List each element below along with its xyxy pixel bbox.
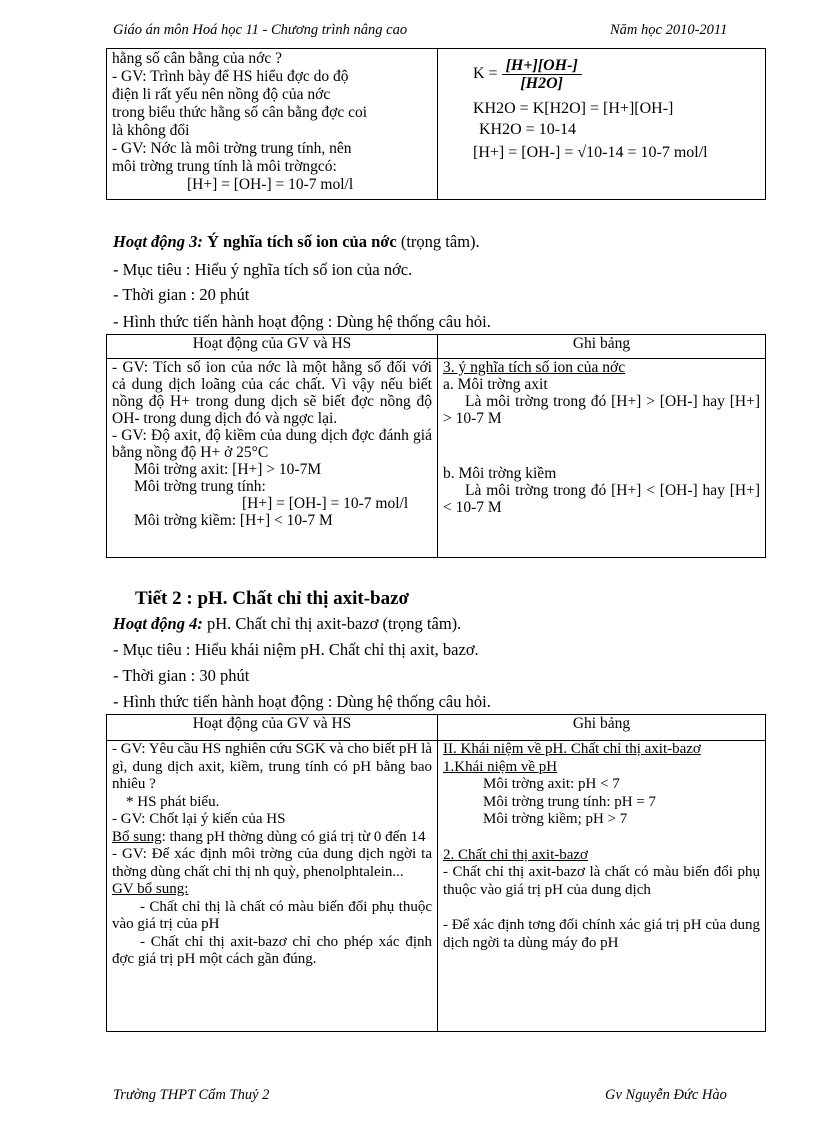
kw-equation: KH2O = K[H2O] = [H+][OH-] xyxy=(473,100,674,117)
activity4-time: - Thời gian : 30 phút xyxy=(113,666,250,685)
t2-left-p2: - GV: Độ axit, độ kiềm của dung dịch đợc đánh giá bằng nồng độ H+ ở 25°C xyxy=(112,427,432,461)
activity4-main: pH. Chất chỉ thị axit-bazơ (trọng tâm). xyxy=(206,614,462,633)
lesson2-title xyxy=(135,588,409,610)
k-label: K = xyxy=(473,65,498,83)
t3-header-left: Hoạt động của GV và HS xyxy=(107,715,438,741)
kw-value: KH2O = 10-14 xyxy=(479,121,577,138)
t3-right-neutral: Môi trờng trung tính: pH = 7 xyxy=(483,793,657,810)
t3-left-p4-text: : thang pH thờng dùng có giá trị từ 0 đến 14 xyxy=(161,828,426,845)
table-continuation xyxy=(106,48,766,200)
t2-left-neutral: Môi trờng trung tính: xyxy=(134,478,266,495)
t2-right-title: 3. ý nghĩa tích số ion của nớc xyxy=(443,359,626,376)
t1-line: - GV: Trình bày để HS hiểu đợc do độ xyxy=(112,68,349,85)
page-footer-right: Gv Nguyễn Đức Hào xyxy=(605,1087,727,1103)
activity3-title xyxy=(113,232,480,252)
page-header-left: Giáo án môn Hoá học 11 - Chương trình nâng cao xyxy=(113,22,408,38)
t3-right-s1: 1.Khái niệm về pH xyxy=(443,758,558,775)
t2-right-b-text: Là môi trờng trong đó [H+] < [OH-] hay [H+] < 10-7 M xyxy=(443,482,760,516)
t1-line: môi trờng trung tính là môi trờngcó: xyxy=(112,158,337,175)
t3-right-base: Môi trờng kiềm; pH > 7 xyxy=(483,811,628,827)
page-footer-left: Trường THPT Cẩm Thuỷ 2 xyxy=(113,1087,270,1103)
t3-right-acid: Môi trờng axit: pH < 7 xyxy=(483,776,620,792)
t3-right-s2-text: - Chất chỉ thị axit-bazơ là chất có màu biến đổi phụ thuộc vào giá trị pH của dung dịch xyxy=(443,864,760,898)
activity4-prefix: Hoạt động 4: xyxy=(113,614,203,633)
t3-right-s3-text: - Để xác định tơng đối chính xác giá trị pH của dung dịch ngời ta dùng máy đo pH xyxy=(443,917,760,951)
activity3-time: - Thời gian : 20 phút xyxy=(113,285,250,304)
k-numerator: [H+][OH-] xyxy=(502,57,582,75)
t3-right-title: II. Khái niệm về pH. Chất chỉ thị axit-bazơ xyxy=(443,741,701,757)
table1-right-cell xyxy=(438,49,766,200)
activity3-suffix: (trọng tâm). xyxy=(400,232,480,251)
t3-left-p4-label: Bổ sung xyxy=(112,828,162,845)
t1-line: điện li rất yếu nên nồng độ của nớc xyxy=(112,86,331,103)
t3-header-right: Ghi bảng xyxy=(438,715,766,741)
t3-left-p4 xyxy=(112,829,432,847)
t3-left-p8: - Chất chỉ thị axit-bazơ chỉ cho phép xác định đợc giá trị pH một cách gần đúng. xyxy=(112,933,432,967)
k-fraction xyxy=(502,57,582,92)
activity3-goal: - Mục tiêu : Hiểu ý nghĩa tích số ion của nớc. xyxy=(113,260,413,279)
h-equation: [H+] = [OH-] = √10-14 = 10-7 mol/l xyxy=(473,144,708,161)
t3-right-s2: 2. Chất chỉ thị axit-bazơ xyxy=(443,846,588,863)
t3-left-p2: * HS phát biểu. xyxy=(126,793,220,810)
t2-left-p1: - GV: Tích số ion của nớc là một hằng số đối với cả dung dịch loãng của các chất. Vì vậy nếu biết nồng độ H+ trong dung dịch sẽ biết đợc nồng độ OH- trong dung dịch đó và ngợc lại. xyxy=(112,359,432,427)
t2-left-acid: Môi trờng axit: [H+] > 10-7M xyxy=(134,461,322,478)
t1-line: trong biểu thức hằng số cân bằng đợc coi xyxy=(112,104,368,121)
table2-left-cell xyxy=(107,359,438,558)
table3-left-cell xyxy=(107,741,438,1032)
table3-right-cell xyxy=(438,741,766,1032)
lesson2-label: Tiết 2 : xyxy=(135,588,193,609)
t1-line-last: [H+] = [OH-] = 10-7 mol/l xyxy=(187,176,354,193)
k-formula xyxy=(473,57,760,92)
activity4-title xyxy=(113,614,461,634)
t3-left-p6: GV bổ sung: xyxy=(112,881,189,897)
t3-left-p5: - GV: Để xác định môi trờng của dung dịch ngời ta thờng dùng chất chỉ thị nh quỳ, phenolphtalein... xyxy=(112,846,432,880)
activity4-goal: - Mục tiêu : Hiểu khái niệm pH. Chất chỉ thị axit, bazơ. xyxy=(113,640,479,659)
k-denominator: [H2O] xyxy=(520,75,563,92)
t2-right-b-title: b. Môi trờng kiềm xyxy=(443,465,557,482)
t1-line: là không đổi xyxy=(112,122,190,139)
table-activity3 xyxy=(106,334,766,558)
activity4-form: - Hình thức tiến hành hoạt động : Dùng hệ thống câu hỏi. xyxy=(113,692,491,711)
t3-left-p7: - Chất chỉ thị là chất có màu biến đổi phụ thuộc vào giá trị của pH xyxy=(112,898,432,932)
t2-left-base: Môi trờng kiềm: [H+] < 10-7 M xyxy=(134,512,333,529)
table1-left-cell xyxy=(107,49,438,200)
t1-line: - GV: Nớc là môi trờng trung tính, nên xyxy=(112,140,352,157)
t3-left-p3: - GV: Chốt lại ý kiến của HS xyxy=(112,811,286,827)
t3-left-p1: - GV: Yêu cầu HS nghiên cứu SGK và cho biết pH là gì, dung dịch axit, kiềm, trung tính có pH bằng bao nhiêu ? xyxy=(112,741,432,792)
t2-header-right: Ghi bảng xyxy=(438,335,766,359)
t2-right-a-title: a. Môi trờng axit xyxy=(443,376,548,393)
t2-left-neutral-eq: [H+] = [OH-] = 10-7 mol/l xyxy=(242,495,409,512)
lesson2-text: pH. Chất chỉ thị axit-bazơ xyxy=(197,588,410,609)
table-activity4 xyxy=(106,714,766,1032)
activity3-prefix: Hoạt động 3: xyxy=(113,232,203,251)
activity3-form: - Hình thức tiến hành hoạt động : Dùng hệ thống câu hỏi. xyxy=(113,312,491,331)
t1-line: hằng số cân bằng của nớc ? xyxy=(112,50,283,67)
t2-right-a-text: Là môi trờng trong đó [H+] > [OH-] hay [H+] > 10-7 M xyxy=(443,393,760,427)
activity3-main: Ý nghĩa tích số ion của nớc xyxy=(206,232,397,251)
page-header-right: Năm học 2010-2011 xyxy=(610,22,728,38)
t2-header-left: Hoạt động của GV và HS xyxy=(107,335,438,359)
table2-right-cell xyxy=(438,359,766,558)
